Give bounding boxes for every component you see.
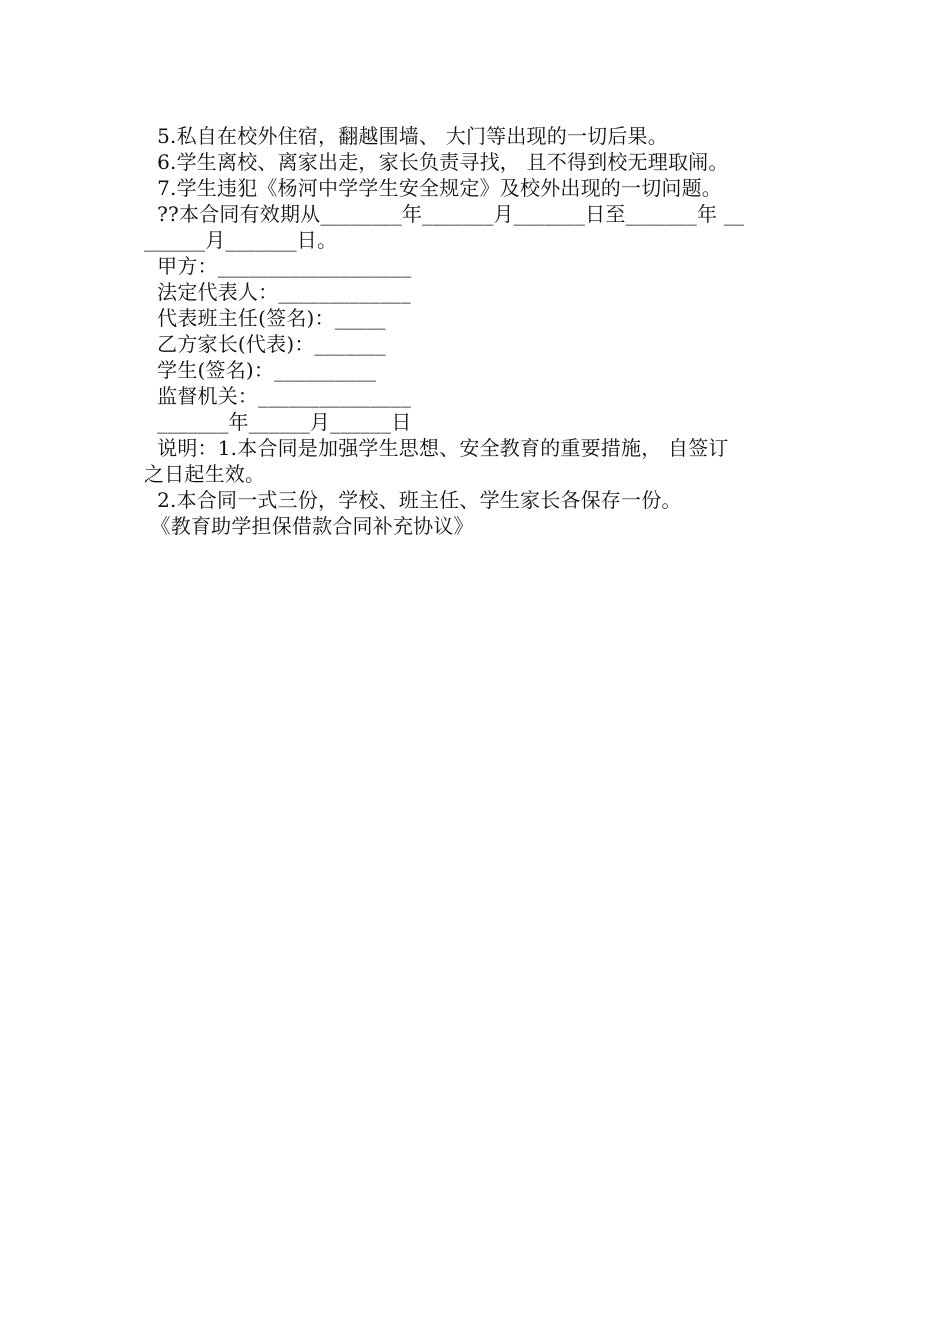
student-signature-line: 学生(签名)：__________ [144,358,377,382]
head-teacher-signature-line: 代表班主任(签名)：_____ [144,306,386,330]
note-2-line: 2.本合同一式三份，学校、班主任、学生家长各保存一份。 [144,488,682,512]
clause-6-line: 6.学生离校、离家出走，家长负责寻找， 且不得到校无理取闹。 [144,150,729,174]
note-1-line: 说明：1.本合同是加强学生思想、安全教育的重要措施， 自签订 [144,436,729,460]
clause-5-line: 5.私自在校外住宿，翻越围墙、 大门等出现的一切后果。 [144,124,668,148]
validity-period-line-cont: ______月_______日。 [144,228,338,252]
signing-date-line: _______年______月______日 [144,410,412,434]
clause-7-line: 7.学生违犯《杨河中学学生安全规定》及校外出现的一切问题。 [144,176,722,200]
party-b-parent-line: 乙方家长(代表)：_______ [144,332,386,356]
supervisory-authority-line: 监督机关：_______________ [144,384,412,408]
legal-representative-line: 法定代表人：_____________ [144,280,411,304]
party-a-line: 甲方：___________________ [144,254,412,278]
note-1-line-cont: 之日起生效。 [144,462,266,486]
validity-period-line: ??本合同有效期从________年_______月_______日至_______年 __ [144,202,745,226]
next-document-title: 《教育助学担保借款合同补充协议》 [144,514,474,538]
